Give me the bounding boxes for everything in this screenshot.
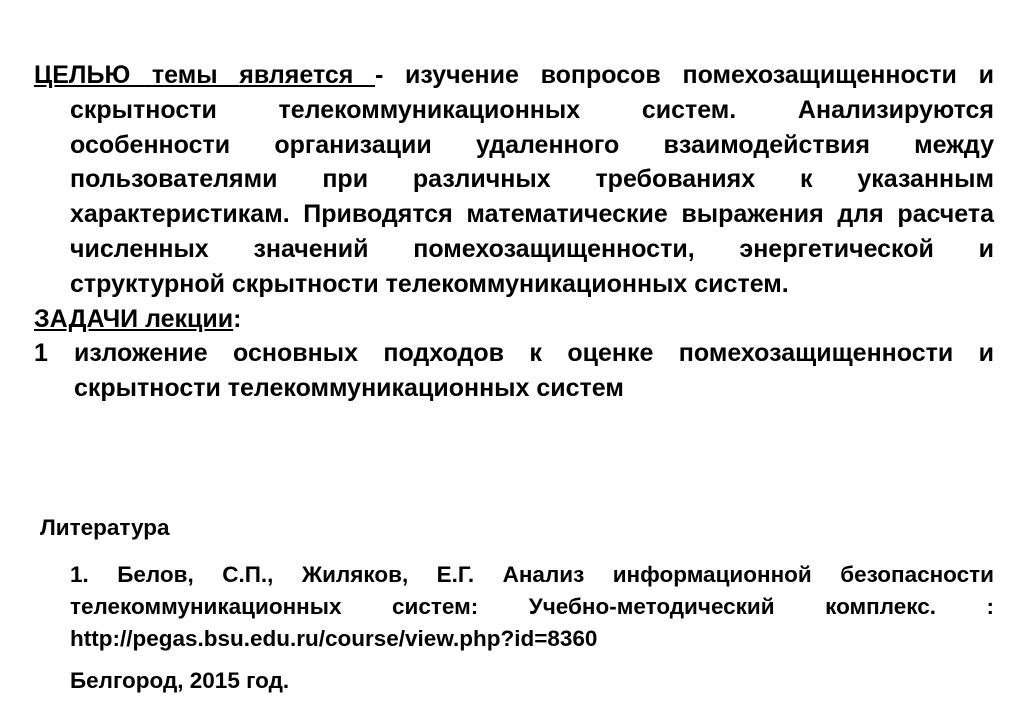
- literature-section: [40, 512, 994, 697]
- goal-gap-2: [218, 61, 240, 89]
- lecture-goals-section: [34, 58, 994, 406]
- task-item-number: 1: [34, 339, 48, 368]
- goal-word-is: является: [239, 61, 376, 89]
- tasks-label: ЗАДАЧИ лекции: [34, 304, 234, 333]
- tasks-heading: [34, 302, 994, 337]
- task-item-text: изложение основных подходов к оценке помехозащищенности и скрытности телекоммуникационных систем: [74, 339, 994, 403]
- literature-title: Литература: [40, 515, 170, 540]
- goal-label: ЦЕЛЬЮ: [34, 61, 131, 89]
- goal-word-theme: темы: [151, 61, 218, 89]
- tasks-colon: :: [233, 304, 242, 333]
- goal-gap-1: [130, 61, 152, 89]
- literature-city-year: Белгород, 2015 год.: [70, 668, 290, 693]
- literature-entry: 1. Белов, С.П., Жиляков, Е.Г. Анализ информационной безопасности телекоммуникационных систем: Учебно-методический комплекс. : http://pegas.bsu.edu.ru/course/view.php?id=8360: [70, 562, 994, 651]
- goal-paragraph: [34, 58, 994, 302]
- task-item: [34, 336, 994, 406]
- goal-text: - изучение вопросов помехозащищенности и скрытности телекоммуникационных систем. Анализируются особенности организации удаленного взаимодействия между пользователями при различных требованиях к указанным характеристикам. Приводятся математические выражения для расчета численных значений помехозащищенности, энергетической и структурной скрытности телекоммуникационных систем.: [70, 61, 994, 298]
